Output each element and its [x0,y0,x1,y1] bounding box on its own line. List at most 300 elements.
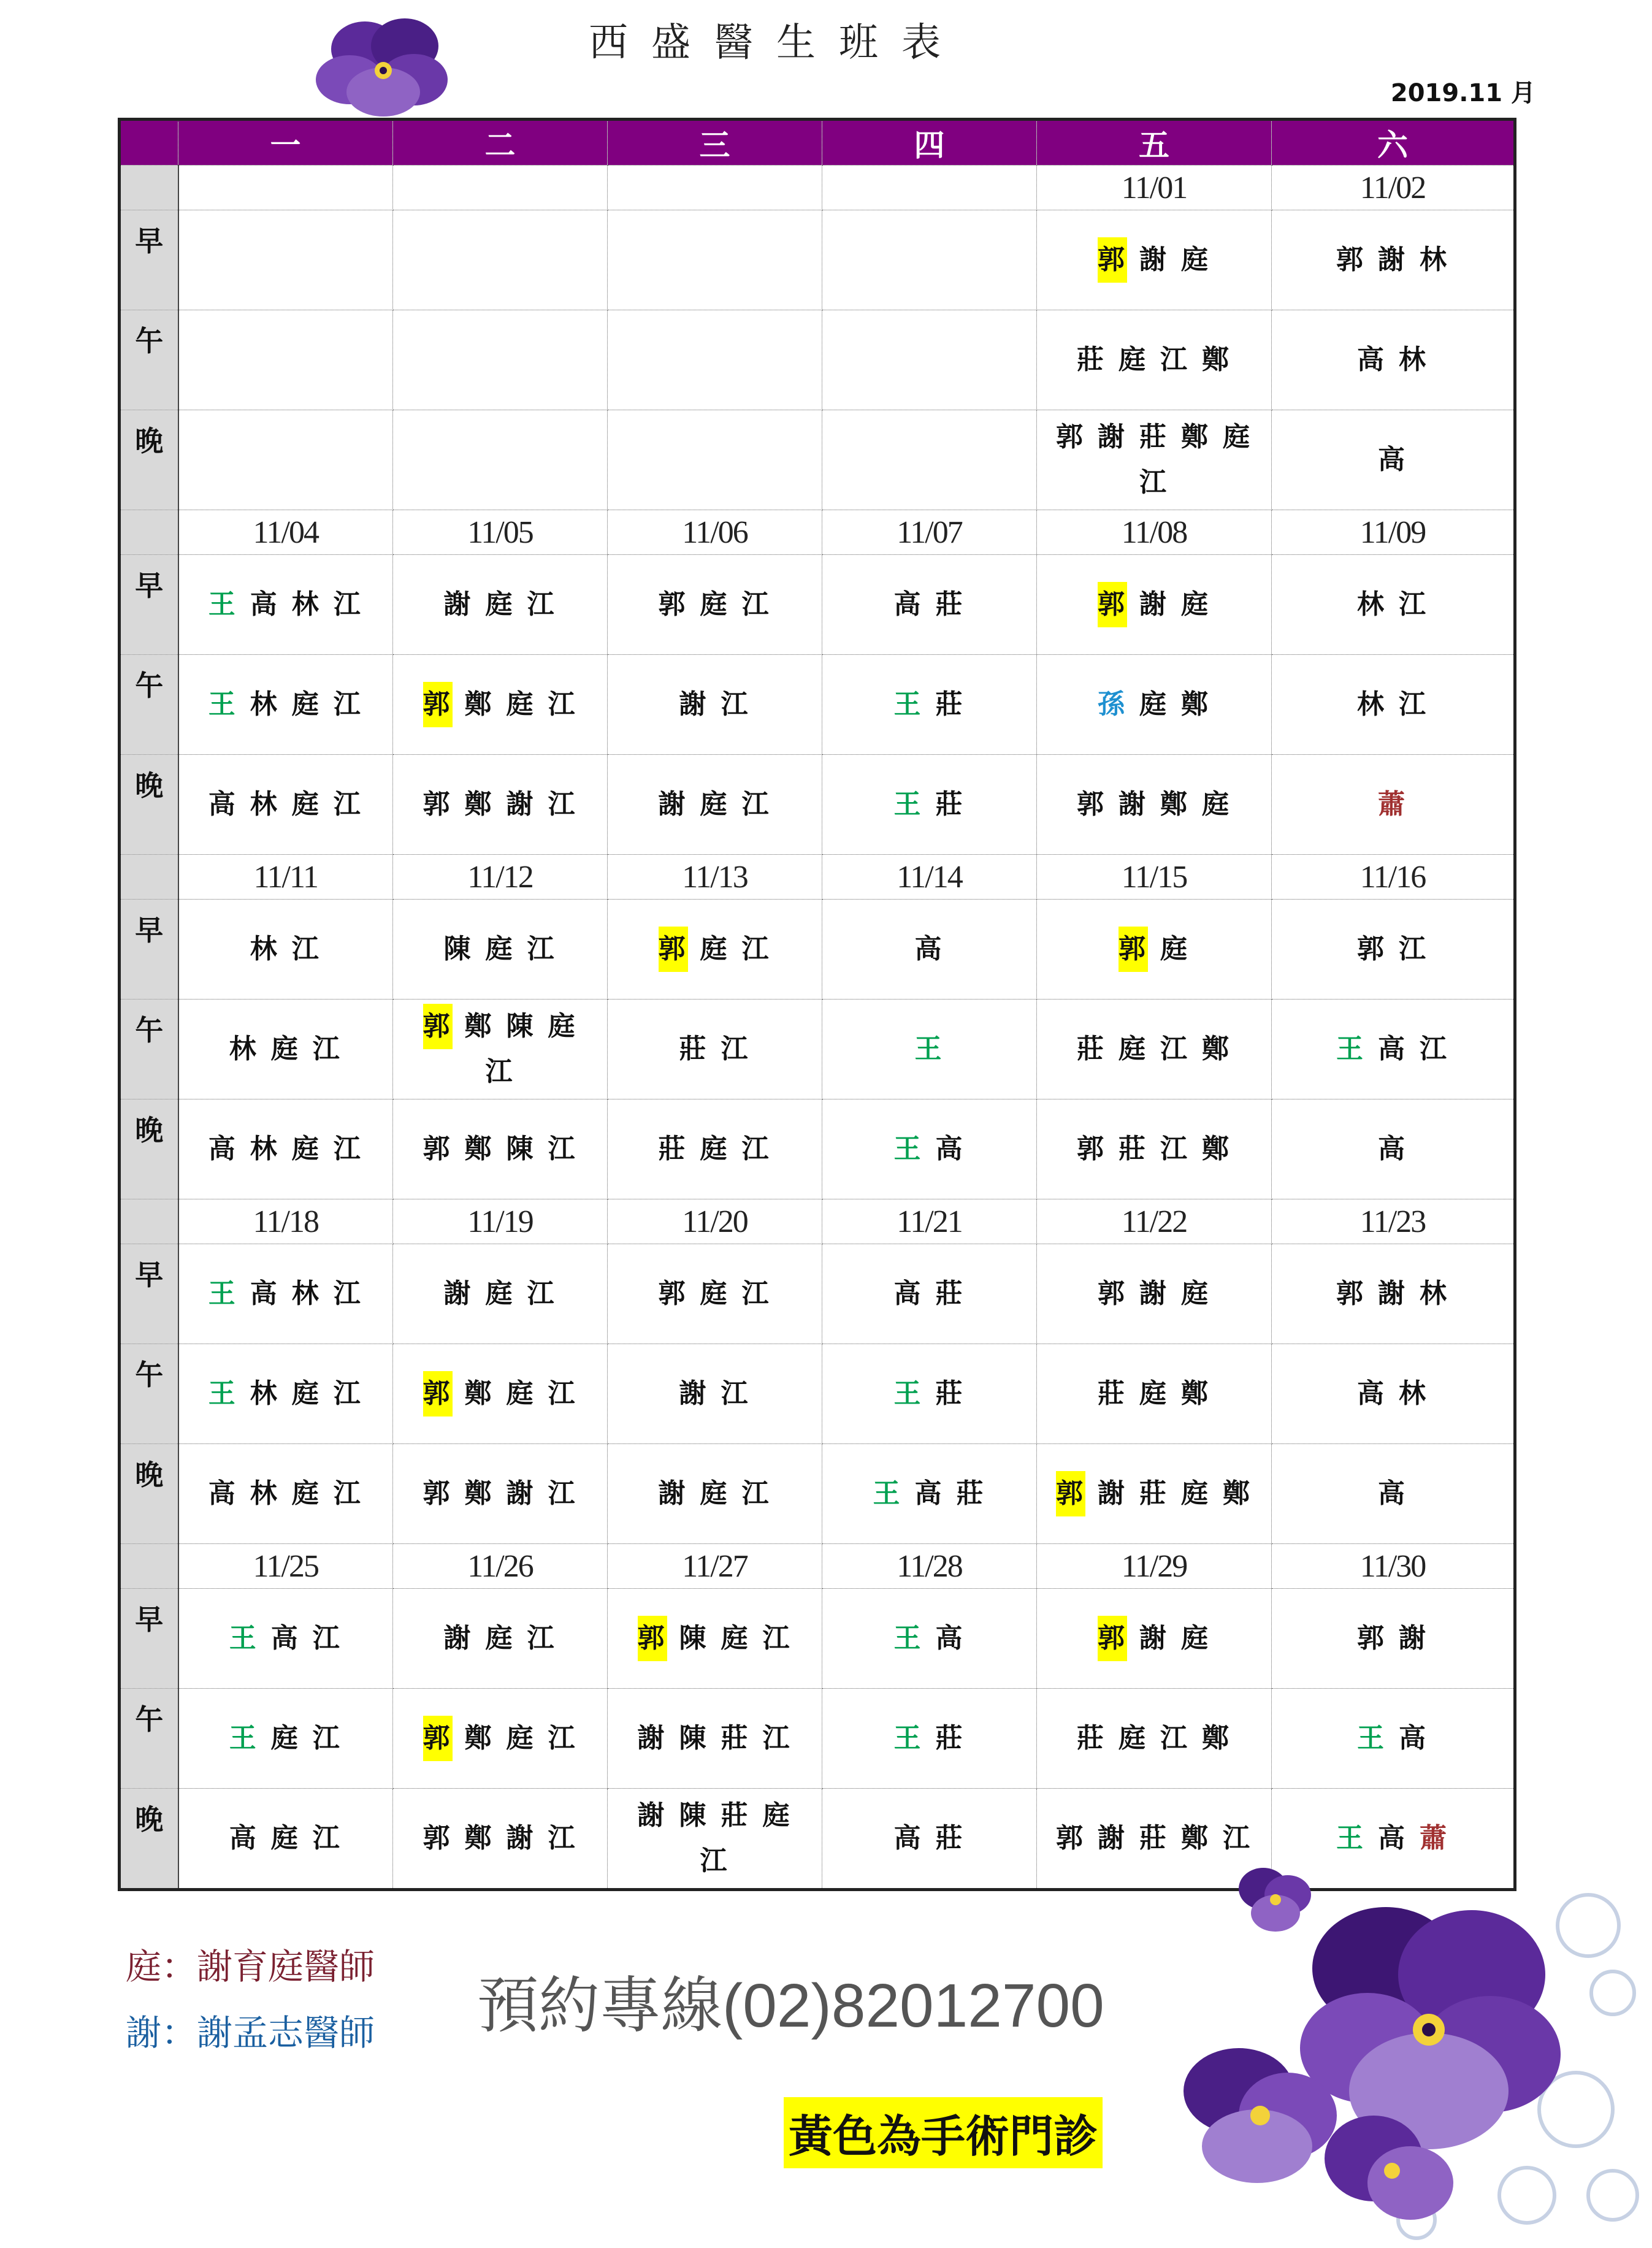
date-row-label [120,1544,178,1589]
doctor-name: 江 [741,1133,771,1164]
date-text: 11/30 [1359,1548,1426,1584]
doctor-list [1037,1271,1271,1317]
doctor-name: 高 [1378,1478,1407,1509]
doctor-list [393,1371,607,1416]
doctor-name: 王 [893,1722,924,1754]
doctor-name: 江 [527,933,557,965]
date-cell [1037,166,1272,210]
shift-cell [178,1244,393,1344]
doctor-name: 江 [1223,1822,1252,1854]
doctor-name: 江 [333,689,363,720]
doctor-name: 庭 [762,1800,792,1831]
shift-label: 晚 [120,1789,178,1890]
doctor-name: 庭 [270,1822,300,1854]
date-row [120,1199,1515,1244]
doctor-list [393,1271,607,1317]
doctor-name: 高 [1378,444,1407,475]
shift-cell [1037,755,1272,855]
doctor-name: 江 [527,1623,557,1654]
doctor-name: 郭 [1098,582,1127,627]
doctor-name: 江 [548,1378,578,1409]
shift-cell [1272,1589,1515,1689]
shift-cell [1272,1099,1515,1199]
shift-cell [178,1444,393,1544]
shift-cell [393,1589,608,1689]
doctor-list [822,782,1036,827]
date-cell [608,1544,822,1589]
doctor-list [179,1271,393,1317]
doctor-list [608,682,822,727]
shift-cell [1272,555,1515,655]
shift-cell [822,310,1037,410]
doctor-name: 謝 [1139,1278,1169,1309]
date-text: 11/22 [1121,1204,1187,1239]
doctor-name: 莊 [1077,1722,1106,1754]
shift-cell [1037,1000,1272,1099]
doctor-name: 謝 [658,789,688,820]
doctor-name: 謝 [1139,1623,1169,1654]
doctor-name: 江 [333,1133,363,1164]
shift-cell [393,310,608,410]
doctor-name: 江 [1160,1033,1190,1065]
doctor-name: 王 [229,1623,259,1654]
doctor-name: 庭 [1181,1623,1210,1654]
shift-cell [393,1444,608,1544]
date-text: 11/14 [897,859,962,895]
date-text: 11/13 [682,859,748,895]
doctor-name: 江 [1399,933,1428,965]
doctor-list [1037,415,1271,505]
schedule-table [118,118,1516,1891]
doctor-list [1272,927,1513,972]
weekday-header: 四 [822,120,1037,166]
doctor-name: 江 [333,1478,363,1509]
shift-cell [393,1789,608,1890]
month-label: 2019.11 月 [1390,79,1535,107]
doctor-name: 高 [250,1278,280,1309]
doctor-list [822,1616,1036,1661]
doctor-name: 高 [893,589,924,620]
doctor-name: 高 [935,1133,965,1164]
date-cell [608,166,822,210]
doctor-name: 郭 [1077,1133,1106,1164]
doctor-list [393,1716,607,1761]
doctor-name: 陳 [443,933,473,965]
doctor-name: 莊 [1139,421,1169,453]
doctor-list [1037,927,1271,972]
doctor-list [393,927,607,972]
date-cell [822,1199,1037,1244]
doctor-name: 莊 [1139,1822,1169,1854]
shift-cell [1272,1689,1515,1789]
date-row [120,166,1515,210]
shift-cell [1272,655,1515,755]
date-cell [178,166,393,210]
doctor-name: 謝 [1119,789,1148,820]
doctor-name: 郭 [423,1478,453,1509]
doctor-name: 郭 [423,682,453,727]
doctor-list [1272,437,1513,483]
doctor-name: 莊 [935,789,965,820]
doctor-name: 陳 [679,1800,709,1831]
date-text: 11/05 [467,514,533,550]
doctor-name: 庭 [1181,589,1210,620]
doctor-list [822,1816,1036,1861]
shift-cell [822,1099,1037,1199]
shift-cell [178,1689,393,1789]
date-text: 11/18 [253,1204,319,1239]
legend-xie: 謝：謝孟志醫師 [126,2012,375,2054]
doctor-list [608,927,822,972]
weekday-header: 二 [393,120,608,166]
doctor-name: 江 [1420,1033,1449,1065]
doctor-name: 庭 [485,1278,515,1309]
doctor-name: 謝 [1098,1478,1127,1509]
shift-cell [1272,410,1515,510]
doctor-name: 郭 [1357,1623,1386,1654]
doctor-name: 高 [914,1478,944,1509]
doctor-name: 莊 [935,1278,965,1309]
shift-cell [1272,1344,1515,1444]
shift-cell [1037,1444,1272,1544]
weekday-header: 一 [178,120,393,166]
shift-cell [608,1099,822,1199]
doctor-list [1272,1371,1513,1416]
doctor-name: 郭 [423,1371,453,1416]
date-cell [393,1544,608,1589]
doctor-name: 謝 [506,1478,536,1509]
shift-row [120,655,1515,755]
date-cell [1037,1544,1272,1589]
doctor-list [822,682,1036,727]
doctor-name: 江 [291,933,321,965]
doctor-name: 謝 [679,1378,709,1409]
doctor-name: 蕭 [1420,1822,1449,1854]
doctor-name: 謝 [637,1722,667,1754]
doctor-list [179,1027,393,1072]
doctor-name: 江 [312,1623,342,1654]
shift-cell [608,900,822,1000]
shift-cell [178,1344,393,1444]
doctor-name: 江 [527,589,557,620]
doctor-name: 江 [548,1722,578,1754]
doctor-name: 鄭 [1223,1478,1252,1509]
doctor-list [1037,782,1271,827]
doctor-name: 莊 [658,1133,688,1164]
doctor-name: 庭 [485,1623,515,1654]
date-text: 11/11 [253,859,318,895]
shift-cell [178,1000,393,1099]
shift-label: 晚 [120,755,178,855]
shift-cell [822,900,1037,1000]
doctor-name: 江 [762,1623,792,1654]
doctor-name: 江 [548,1822,578,1854]
shift-cell [178,410,393,510]
doctor-name: 謝 [637,1800,667,1831]
doctor-name: 鄭 [1160,789,1190,820]
doctor-name: 莊 [679,1033,709,1065]
date-text: 11/20 [682,1204,748,1239]
doctor-list [1272,1027,1513,1072]
doctor-name: 庭 [700,1133,730,1164]
doctor-name: 郭 [1357,933,1386,965]
doctor-name: 鄭 [1202,1033,1231,1065]
shift-cell [178,900,393,1000]
header-corner [120,120,178,166]
doctor-name: 江 [741,933,771,965]
date-cell [1037,1199,1272,1244]
doctor-name: 郭 [1336,1278,1366,1309]
shift-cell [608,1244,822,1344]
date-cell [1037,510,1272,555]
doctor-name: 鄭 [1202,1722,1231,1754]
doctor-name: 林 [291,1278,321,1309]
doctor-name: 王 [208,689,238,720]
shift-cell [393,1244,608,1344]
doctor-list [822,1471,1036,1516]
shift-row [120,1099,1515,1199]
shift-cell [822,210,1037,310]
doctor-name: 江 [1160,1133,1190,1164]
doctor-name: 郭 [1077,789,1106,820]
date-text: 11/25 [253,1548,319,1584]
doctor-name: 鄭 [464,689,494,720]
doctor-name: 郭 [1098,1278,1127,1309]
weekday-header: 三 [608,120,822,166]
doctor-name: 江 [548,1133,578,1164]
weekday-header: 五 [1037,120,1272,166]
weekday-header: 六 [1272,120,1515,166]
shift-cell [608,555,822,655]
doctor-list [1272,237,1513,283]
shift-row [120,1244,1515,1344]
doctor-name: 莊 [935,1722,965,1754]
doctor-name: 莊 [1077,344,1106,375]
doctor-list [1037,1471,1271,1516]
shift-cell [608,755,822,855]
shift-cell [393,1344,608,1444]
doctor-name: 鄭 [464,1478,494,1509]
date-text: 11/08 [1121,514,1187,550]
date-row-label [120,166,178,210]
doctor-name: 莊 [1119,1133,1148,1164]
doctor-name: 高 [250,589,280,620]
doctor-name: 莊 [1077,1033,1106,1065]
doctor-name: 庭 [291,1133,321,1164]
doctor-list [608,582,822,627]
doctor-name: 江 [721,1033,751,1065]
doctor-name: 林 [229,1033,259,1065]
doctor-name: 謝 [443,589,473,620]
doctor-name: 庭 [506,1722,536,1754]
doctor-name: 林 [291,589,321,620]
doctor-name: 江 [700,1845,730,1876]
date-cell [178,510,393,555]
doctor-name: 高 [1378,1133,1407,1164]
doctor-name: 江 [333,1378,363,1409]
doctor-name: 庭 [270,1033,300,1065]
doctor-name: 庭 [1202,789,1231,820]
shift-cell [1272,900,1515,1000]
shift-cell [1037,210,1272,310]
shift-cell [822,1689,1037,1789]
doctor-name: 鄭 [464,1378,494,1409]
doctor-list [393,682,607,727]
doctor-name: 郭 [423,789,453,820]
doctor-name: 江 [1139,467,1169,498]
shift-cell [1272,1000,1515,1099]
date-text: 11/23 [1359,1204,1426,1239]
doctor-name: 庭 [485,589,515,620]
doctor-list [393,1004,607,1095]
doctor-name: 江 [548,1478,578,1509]
doctor-name: 莊 [1139,1478,1169,1509]
doctor-name: 江 [741,589,771,620]
doctor-list [608,1027,822,1072]
doctor-name: 高 [1399,1722,1428,1754]
doctor-list [822,1716,1036,1761]
shift-cell [1037,1244,1272,1344]
doctor-name: 莊 [935,689,965,720]
date-text: 11/09 [1359,514,1426,550]
doctor-name: 林 [250,933,280,965]
shift-cell [822,1589,1037,1689]
doctor-name: 庭 [700,1478,730,1509]
shift-cell [608,1589,822,1689]
shift-cell [822,1344,1037,1444]
doctor-list [608,1126,822,1172]
date-cell [1272,855,1515,900]
shift-cell [393,210,608,310]
shift-row [120,1000,1515,1099]
shift-row [120,1344,1515,1444]
doctor-name: 江 [762,1722,792,1754]
doctor-list [1272,1616,1513,1661]
doctor-name: 郭 [658,1278,688,1309]
doctor-name: 莊 [935,1822,965,1854]
doctor-list [1272,337,1513,383]
phone-line: 預約專線(02)82012700 [477,1971,1104,2040]
doctor-name: 郭 [423,1133,453,1164]
shift-cell [822,1789,1037,1890]
doctor-list [1272,782,1513,827]
date-row-label [120,855,178,900]
shift-row [120,555,1515,655]
shift-label: 早 [120,900,178,1000]
doctor-name: 謝 [1399,1623,1428,1654]
shift-row [120,410,1515,510]
doctor-name: 高 [208,1478,238,1509]
shift-cell [1272,310,1515,410]
doctor-name: 庭 [291,1478,321,1509]
doctor-name: 王 [893,1378,924,1409]
doctor-name: 鄭 [1202,1133,1231,1164]
doctor-name: 江 [527,1278,557,1309]
shift-cell [822,410,1037,510]
doctor-name: 鄭 [1181,689,1210,720]
doctor-name: 高 [208,789,238,820]
shift-label: 早 [120,210,178,310]
doctor-name: 陳 [506,1011,536,1042]
date-cell [1037,855,1272,900]
date-cell [608,1199,822,1244]
shift-cell [1037,900,1272,1000]
doctor-list [179,1716,393,1761]
shift-cell [178,210,393,310]
doctor-name: 郭 [423,1716,453,1761]
doctor-name: 庭 [548,1011,578,1042]
shift-cell [178,1789,393,1890]
doctor-list [1037,237,1271,283]
doctor-name: 高 [1357,1378,1386,1409]
doctor-name: 莊 [935,1378,965,1409]
doctor-list [1272,1271,1513,1317]
shift-label: 午 [120,310,178,410]
doctor-name: 庭 [700,933,730,965]
doctor-list [1037,682,1271,727]
doctor-name: 林 [1357,689,1386,720]
date-text: 11/27 [682,1548,748,1584]
doctor-name: 庭 [1139,689,1169,720]
doctor-name: 謝 [658,1478,688,1509]
doctor-name: 鄭 [1181,1378,1210,1409]
doctor-name: 高 [229,1822,259,1854]
doctor-name: 江 [333,1278,363,1309]
shift-cell [608,310,822,410]
shift-cell [1037,655,1272,755]
doctor-name: 王 [873,1478,903,1509]
shift-cell [608,210,822,310]
shift-cell [608,1789,822,1890]
doctor-name: 王 [893,689,924,720]
doctor-name: 庭 [700,789,730,820]
shift-cell [1037,1099,1272,1199]
date-text: 11/21 [897,1204,962,1239]
shift-row [120,755,1515,855]
doctor-name: 庭 [721,1623,751,1654]
doctor-list [1037,337,1271,383]
pansy-flower-icon [307,12,454,123]
shift-cell [393,555,608,655]
doctor-name: 謝 [506,1822,536,1854]
shift-cell [608,655,822,755]
shift-cell [608,1689,822,1789]
doctor-name: 庭 [1223,421,1252,453]
doctor-name: 庭 [1119,1722,1148,1754]
doctor-name: 郭 [423,1822,453,1854]
doctor-name: 王 [1336,1033,1366,1065]
doctor-name: 謝 [506,789,536,820]
doctor-name: 謝 [1139,589,1169,620]
shift-cell [608,1444,822,1544]
doctor-name: 高 [893,1278,924,1309]
date-text: 11/07 [897,514,962,550]
doctor-name: 鄭 [464,1011,494,1042]
weekday-header-row [120,120,1515,166]
doctor-name: 高 [893,1822,924,1854]
page-title: 西盛醫生班表 [589,20,964,66]
doctor-list [1037,1371,1271,1416]
doctor-name: 王 [208,1278,238,1309]
surgery-note: 黃色為手術門診 [784,2097,1103,2168]
shift-row [120,210,1515,310]
date-text: 11/02 [1359,170,1426,205]
doctor-name: 林 [250,1133,280,1164]
shift-cell [608,1000,822,1099]
doctor-name: 郭 [1056,421,1085,453]
shift-cell [393,1689,608,1789]
shift-label: 午 [120,1000,178,1099]
